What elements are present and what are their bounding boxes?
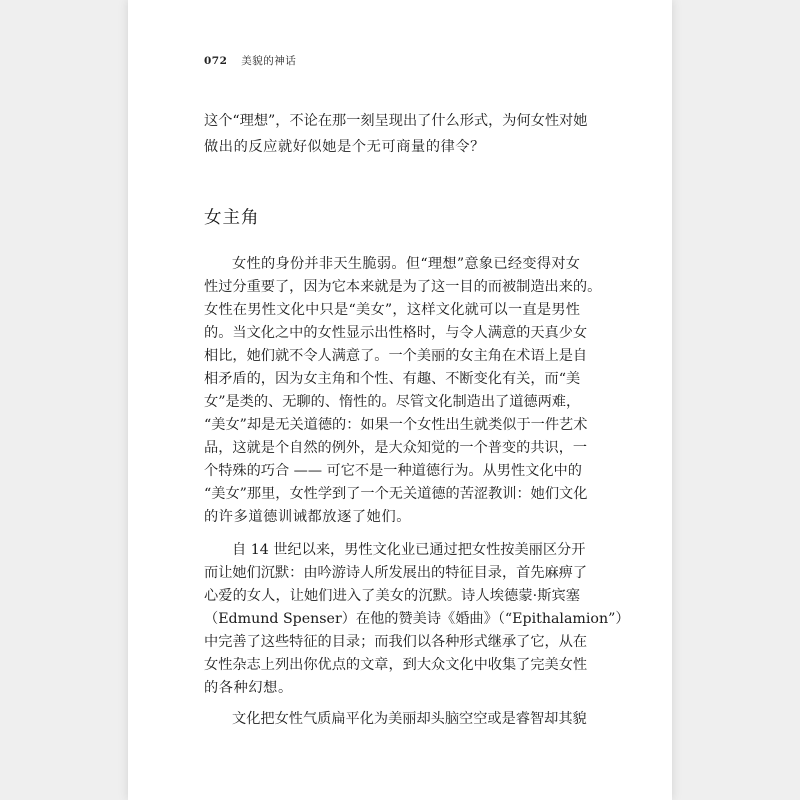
paragraph-line: 的各种幻想。 [204,680,293,696]
intro-line: 这个“理想”，不论在那一刻呈现出了什么形式，为何女性对她 [204,113,588,129]
paragraph-line: “美女”那里，女性学到了一个无关道德的苦涩教训：她们文化 [204,486,588,502]
book-page [128,0,672,800]
paragraph-line: 相矛盾的，因为女主角和个性、有趣、不断变化有关，而“美 [204,371,581,387]
book-title: 美貌的神话 [241,55,297,67]
paragraph-line: 品，这就是个自然的例外，是大众知觉的一个普变的共识，一 [204,440,588,456]
paragraph-line: 性过分重要了，因为它本来就是为了这一目的而被制造出来的。 [204,279,602,295]
paragraph-line: 女性杂志上列出你优点的文章，到大众文化中收集了完美女性 [204,657,588,673]
paragraph-line: 女”是类的、无聊的、惰性的。尽管文化制造出了道德两难， [204,394,581,410]
paragraph-line: 的。当文化之中的女性显示出性格时，与令人满意的天真少女 [204,325,588,341]
left-margin [0,0,128,800]
paragraph-line: 相比，她们就不令人满意了。一个美丽的女主角在术语上是自 [204,348,588,364]
paragraph-line: 自 14 世纪以来，男性文化业已通过把女性按美丽区分开 [232,542,586,558]
section-heading: 女主角 [204,208,260,228]
paragraph-line: （Edmund Spenser）在他的赞美诗《婚曲》（“Epithalamion”） [204,611,630,627]
paragraph-line: 个特殊的巧合 —— 可它不是一种道德行为。从男性文化中的 [204,463,582,479]
right-margin [672,0,800,800]
page-number: 072 [204,55,228,67]
paragraph-line: 文化把女性气质扁平化为美丽却头脑空空或是睿智却其貌 [232,711,587,727]
paragraph-line: 女性在男性文化中只是“美女”，这样文化就可以一直是男性 [204,302,580,318]
paragraph-line: 中完善了这些特征的目录；而我们以各种形式继承了它，从在 [204,634,588,650]
paragraph-line: “美女”却是无关道德的：如果一个女性出生就类似于一件艺术 [204,417,588,433]
paragraph-line: 心爱的女人，让她们进入了美女的沉默。诗人埃德蒙·斯宾塞 [204,588,580,604]
paragraph-line: 的许多道德训诫都放逐了她们。 [204,509,412,525]
paragraph-line: 女性的身份并非天生脆弱。但“理想”意象已经变得对女 [232,256,580,272]
intro-line: 做出的反应就好似她是个无可商量的律令？ [204,139,485,155]
running-head [204,53,296,68]
paragraph-line: 而让她们沉默：由吟游诗人所发展出的特征目录，首先麻痹了 [204,565,588,581]
